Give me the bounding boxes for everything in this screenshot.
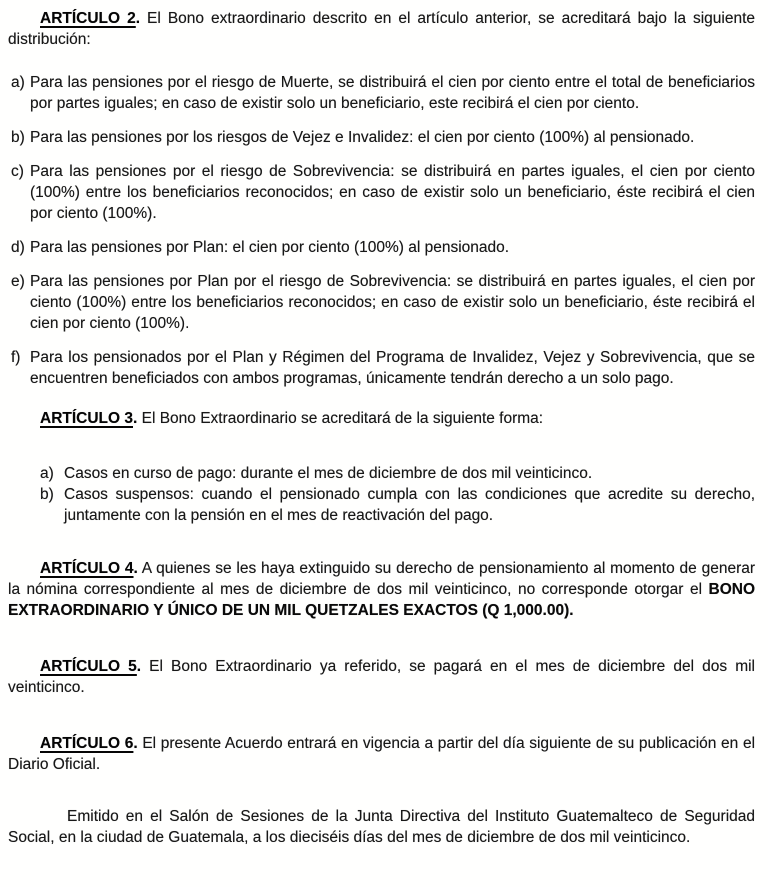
list-item	[40, 463, 755, 484]
article-5-paragraph	[8, 656, 755, 698]
list-item-text: Para los pensionados por el Plan y Régimen del Programa de Invalidez, Vejez y Sobrevivencia, que se encuentren beneficiados con ambos programas, únicamente tendrán derecho a un solo pago.	[30, 349, 755, 387]
list-item	[8, 271, 755, 334]
article-6-paragraph	[8, 733, 755, 775]
article-2-heading-period: .	[135, 10, 141, 27]
article-2-paragraph	[8, 8, 755, 50]
list-item	[8, 127, 755, 148]
list-item	[8, 347, 755, 389]
article-2-item-list	[8, 72, 755, 389]
list-item	[8, 72, 755, 114]
article-6-heading-period: .	[133, 735, 138, 752]
list-item-text: Para las pensiones por el riesgo de Sobrevivencia: se distribuirá en partes iguales, el cien por ciento (100%) entre los beneficiarios reconocidos; en caso de existir solo un beneficiario, éste recibirá el cien por ciento (100%).	[30, 163, 755, 222]
article-4-heading-period: .	[133, 560, 138, 577]
list-item	[8, 237, 755, 258]
article-4-paragraph	[8, 558, 755, 621]
article-5-heading: ARTÍCULO 5	[40, 658, 137, 675]
article-3-item-list	[40, 463, 755, 526]
list-item-text: Para las pensiones por Plan por el riesgo de Sobrevivencia: se distribuirá en partes iguales, el cien por ciento (100%) entre los beneficiarios reconocidos; en caso de existir solo un beneficiario, éste recibirá el cien por ciento (100%).	[30, 273, 755, 332]
article-3-heading: ARTÍCULO 3	[40, 410, 133, 427]
article-4-body-text: A quienes se les haya extinguido su derecho de pensionamiento al momento de generar la nómina correspondiente al mes de diciembre de dos mil veinticinco, no corresponde otorgar el	[8, 560, 756, 598]
list-item-text: Casos suspensos: cuando el pensionado cumpla con las condiciones que acredite su derecho, juntamente con la pensión en el mes de reactivación del pago.	[64, 486, 755, 524]
list-item-text: Para las pensiones por el riesgo de Muerte, se distribuirá el cien por ciento entre el total de beneficiarios por partes iguales; en caso de existir solo un beneficiario, este recibirá el cien por ciento.	[30, 74, 755, 112]
list-item-marker: a)	[11, 74, 25, 91]
article-2-body-text: El Bono extraordinario descrito en el artículo anterior, se acreditará bajo la siguiente distribución:	[8, 10, 755, 48]
list-item-marker: a)	[40, 465, 54, 482]
article-4-bold-amount-text: BONO EXTRAORDINARIO Y ÚNICO DE UN MIL QUETZALES EXACTOS (Q 1,000.00).	[8, 581, 755, 619]
article-4-heading: ARTÍCULO 4	[40, 560, 134, 577]
list-item-marker: c)	[11, 163, 24, 180]
closing-paragraph: Emitido en el Salón de Sesiones de la Junta Directiva del Instituto Guatemalteco de Seguridad Social, en la ciudad de Guatemala, a los dieciséis días del mes de diciembre de dos mil veinticinco.	[8, 808, 755, 846]
article-3-paragraph	[8, 408, 755, 429]
article-3-heading-period: .	[133, 410, 138, 427]
article-2-heading: ARTÍCULO 2	[40, 10, 136, 27]
list-item	[8, 161, 755, 224]
article-5-body-text: El Bono Extraordinario ya referido, se pagará en el mes de diciembre del dos mil veinticinco.	[8, 658, 755, 696]
article-3-body-text: El Bono Extraordinario se acreditará de la siguiente forma:	[137, 410, 544, 427]
list-item-text: Para las pensiones por Plan: el cien por ciento (100%) al pensionado.	[30, 239, 510, 256]
list-item-marker: b)	[40, 486, 54, 503]
list-item-text: Casos en curso de pago: durante el mes de diciembre de dos mil veinticinco.	[64, 465, 593, 482]
list-item-marker: e)	[11, 273, 25, 290]
list-item-marker: d)	[11, 239, 25, 256]
article-6-body-text: El presente Acuerdo entrará en vigencia a partir del día siguiente de su publicación en el Diario Oficial.	[8, 735, 756, 773]
list-item-marker: b)	[11, 129, 25, 146]
article-6-heading: ARTÍCULO 6	[40, 735, 134, 752]
article-5-heading-period: .	[136, 658, 142, 675]
list-item-marker: f)	[11, 349, 21, 366]
list-item	[40, 484, 755, 526]
list-item-text: Para las pensiones por los riesgos de Vejez e Invalidez: el cien por ciento (100%) al pensionado.	[30, 129, 695, 146]
